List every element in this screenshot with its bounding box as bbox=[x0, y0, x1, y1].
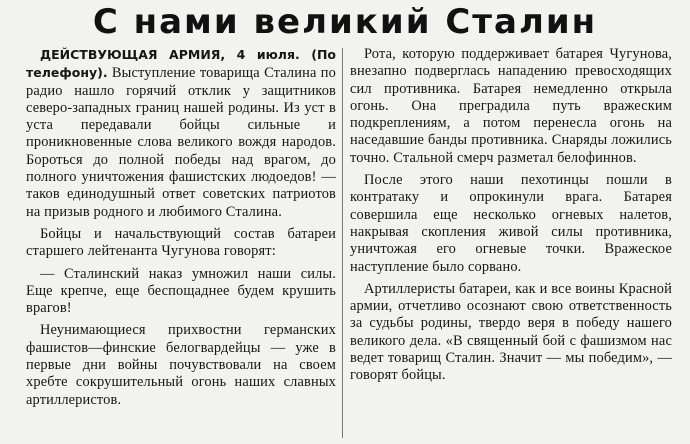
column-divider bbox=[342, 48, 343, 438]
dateline: ДЕЙСТВУЮЩАЯ АРМИЯ, 4 июля. (По телефону). bbox=[26, 47, 336, 81]
article-paragraph-6: После этого наши пехотинцы пошли в контратаку и опрокинули врага. Батарея совершила еще несколько огневых налетов, накрывая скопления живой силы противника, уничтожая его огневые точки. Вражеское наступление было сорвано. bbox=[350, 172, 672, 275]
paragraph-1-text: Выступление товарища Сталина по радио нашло горячий отклик у защитников северо-западных границ нашей родины. Из уст в уста передавали бойцы сильные и проникновенные слова великого вождя народов. Бороться до полной победы над врагом, до полного уничтожения фашистских людоедов! — таков единодушный ответ советских патриотов на призыв родного и любимого Сталина. bbox=[26, 65, 336, 220]
article-paragraph-5: Рота, которую поддерживает батарея Чугунова, внезапно подверглась нападению превосходящих сил противника. Батарея немедленно открыла огонь. Она преградила путь вражеским подкреплениям, а потом перенесла огонь на наседавшие банды противника. Снаряды ложились точно. Стальной смерч разметал белофиннов. bbox=[350, 46, 672, 166]
article-paragraph-1 bbox=[26, 46, 336, 221]
article-paragraph-3: — Сталинский наказ умножил наши силы. Еще крепче, еще беспощаднее будем крушить врагов! bbox=[26, 265, 336, 317]
right-column bbox=[350, 46, 672, 390]
article-paragraph-7: Артиллеристы батареи, как и все воины Красной армии, отчетливо осознают свою ответственность за судьбы родины, твердо веря в победу нашего великого дела. «В священный бой с фашизмом нас ведет товарищ Сталин. Значит — мы победим», — говорят бойцы. bbox=[350, 280, 672, 384]
left-column bbox=[26, 46, 336, 414]
headline: С нами великий Сталин bbox=[92, 2, 598, 42]
article-paragraph-4: Неунимающиеся прихвостни германских фашистов—финские белогвардейцы — уже в первые дни войны почувствовали на своем хребте сокрушительный огонь наших славных артиллеристов. bbox=[26, 322, 336, 408]
article-paragraph-2: Бойцы и начальствующий состав батареи старшего лейтенанта Чугунова говорят: bbox=[26, 225, 336, 260]
